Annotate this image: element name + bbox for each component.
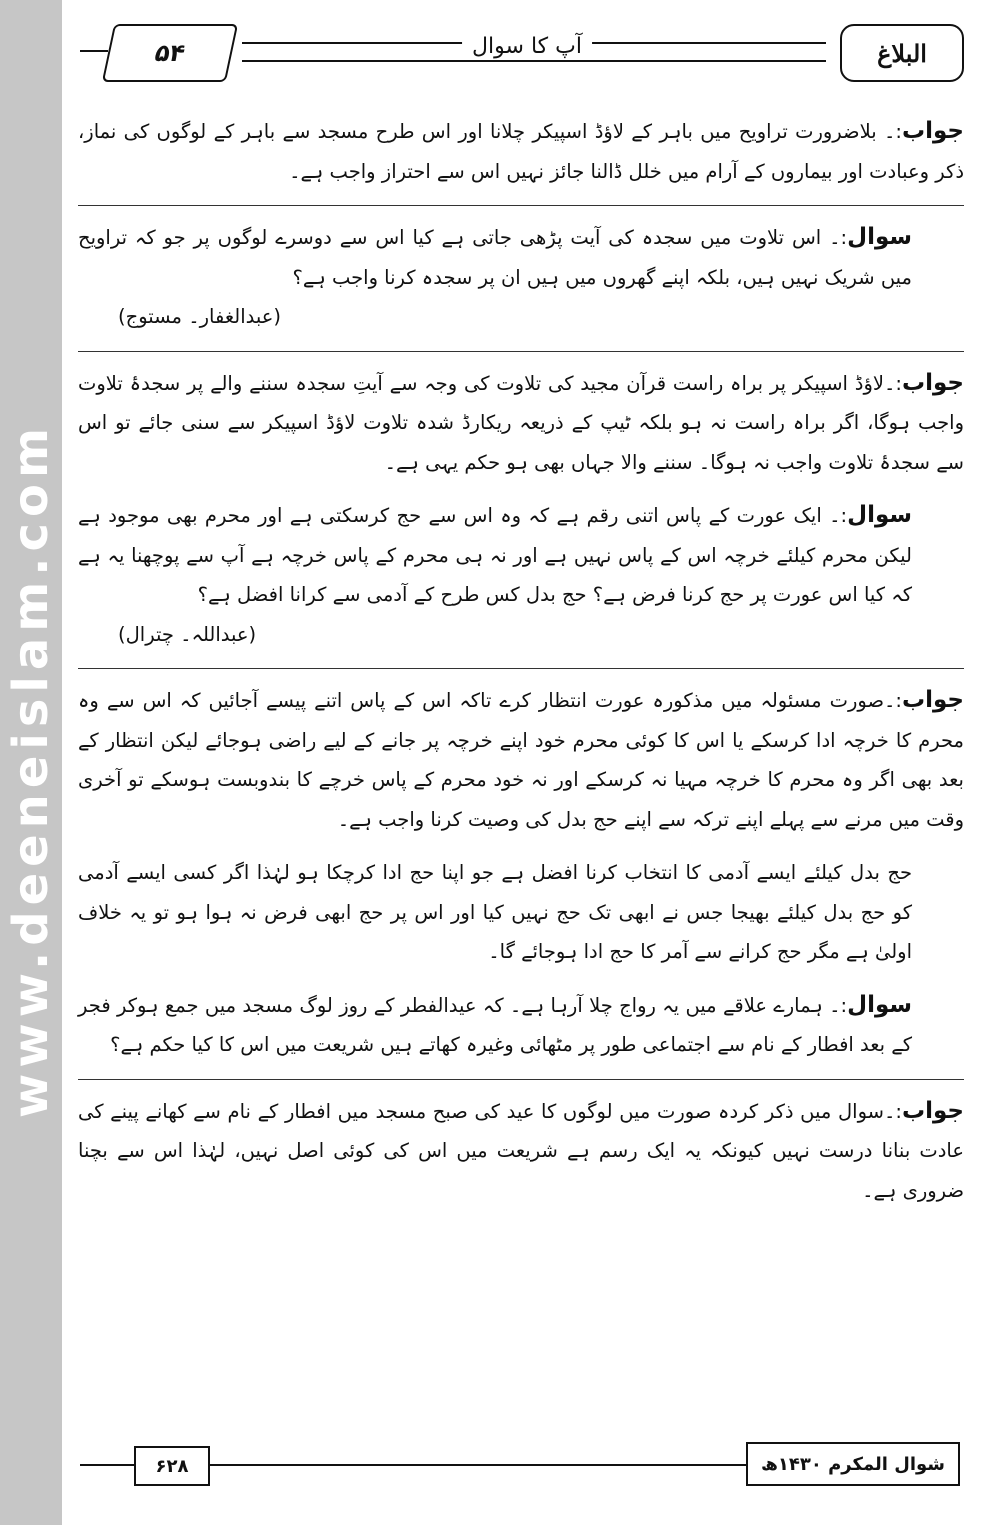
answer-block [78,681,964,839]
paragraph [78,853,964,972]
question-signature: (عبدالغفار۔ مستوج) [118,305,281,328]
header-page-label: ۵۴ [152,39,188,67]
page-header [80,12,974,92]
question-block [78,218,964,337]
header-rule-bottom [242,60,826,62]
answer-text: :۔لاؤڈ اسپیکر پر براہ راست قرآن مجید کی تلاوت کی وجہ سے آیتِ سجدہ سننے والے پر سجدۂ تلاوت واجب ہوگا، اگر براہ راست نہ ہو بلکہ ٹیپ کے ذریعہ ریکارڈ شدہ تلاوت لاؤڈ اسپیکر سے سنی جائے تو اس سے سجدۂ تلاوت واجب نہ ہوگا۔ سننے والا جہاں بھی ہو حکم یہی ہے۔ [78,371,964,474]
divider [78,668,964,669]
header-rule-left [80,50,108,52]
question-block [78,986,964,1065]
watermark-text: www.deeneislam.com [3,422,59,1118]
logo-badge [840,24,964,82]
question-text: :۔ ہمارے علاقے میں یہ رواج چلا آرہا ہے۔ کہ عیدالفطر کے روز لوگ مسجد میں جمع ہوکر فجر کے بعد افطار کے نام سے اجتماعی طور پر مٹھائی وغیرہ کھاتے ہیں شریعت میں اس کا کیا حکم ہے؟ [78,993,912,1056]
answer-label: جواب [902,687,964,713]
divider [78,205,964,206]
page-number: ۶۲۸ [155,1455,189,1477]
question-text: :۔ اس تلاوت میں سجدہ کی آیت پڑھی جاتی ہے کیا اس سے دوسرے لوگوں پر جو کہ تراویح میں شریک نہیں ہیں، بلکہ اپنے گھروں میں ہیں ان پر سجدہ کرنا واجب ہے؟ [78,226,912,289]
footer-rule-middle [210,1464,746,1466]
paragraph-text: حج بدل کیلئے ایسے آدمی کا انتخاب کرنا افضل ہے جو اپنا حج ادا کرچکا ہو لہٰذا اگر کسی ایسے آدمی کو حج بدل کیلئے بھیجا جس نے ابھی تک حج نہیں کیا اور اس پر حج ابھی فرض نہ ہوا ہو تو یہ خلاف اولیٰ ہے مگر حج کرانے سے آمر کا حج ادا ہوجائے گا۔ [78,861,912,963]
issue-date: شوال المکرم ۱۴۳۰ھ [761,1453,945,1475]
answer-text: :۔صورت مسئولہ میں مذکورہ عورت انتظار کرے تاکہ اس کے پاس اتنے پیسے آجائیں کہ اس سے وہ محرم کا خرچہ ادا کرسکے یا اس کا کوئی محرم خود اپنے خرچہ پر جانے کے لیے راضی ہوجائے لیکن انتظار کے بعد بھی اگر وہ محرم کا خرچہ مہیا نہ کرسکے اور نہ خود محرم کے پاس خرچے کا بندوبست ہوسکے تو آخری وقت میں مرنے سے پہلے اپنے ترکہ سے اپنے حج بدل کی وصیت کرنا واجب ہے۔ [78,689,964,831]
issue-date-box [746,1442,960,1486]
header-page-badge [102,24,238,82]
answer-block [78,112,964,191]
answer-label: جواب [902,1097,964,1124]
divider [78,1079,964,1080]
answer-text: :۔سوال میں ذکر کردہ صورت میں لوگوں کا عید کی صبح مسجد میں افطار کے نام سے کھانے پینے کی عادت بنانا درست نہیں کیونکہ یہ ایک رسم ہے شریعت میں اس کی کوئی اصل نہیں، لہٰذا اس سے بچنا ضروری ہے۔ [78,1099,964,1202]
footer-rule-left [80,1464,134,1466]
question-label: سوال [847,991,912,1018]
question-signature: (عبداللہ۔ چترال) [118,622,257,646]
divider [78,351,964,352]
watermark-strip [0,0,62,1525]
answer-block [78,364,964,483]
logo-text: البلاغ [877,38,927,68]
question-label: سوال [847,224,912,250]
answer-label: جواب [902,118,964,144]
page-number-box [134,1446,210,1486]
article-body [78,112,964,1224]
header-title: آپ کا سوال [462,34,592,59]
page-footer [80,1438,974,1498]
answer-text: :۔ بلاضرورت تراویح میں باہر کے لاؤڈ اسپیکر چلانا اور اس طرح مسجد سے باہر کے لوگوں کی نماز، ذکر وعبادت اور بیماروں کے آرام میں خلل ڈالنا جائز نہیں اس سے احتراز واجب ہے۔ [78,120,964,183]
answer-label: جواب [902,369,964,396]
question-label: سوال [847,502,912,528]
question-block [78,496,964,654]
answer-block [78,1092,964,1211]
question-text: :۔ ایک عورت کے پاس اتنی رقم ہے کہ وہ اس سے حج کرسکتی ہے اور محرم بھی موجود ہے لیکن محرم کیلئے خرچہ اس کے پاس نہیں ہے اور نہ ہی محرم کے پاس خرچہ ہے آپ سے پوچھنا یہ ہے کہ کیا اس عورت پر حج کرنا فرض ہے؟ حج بدل کس طرح کے آدمی سے کرانا افضل ہے؟ [78,504,912,606]
